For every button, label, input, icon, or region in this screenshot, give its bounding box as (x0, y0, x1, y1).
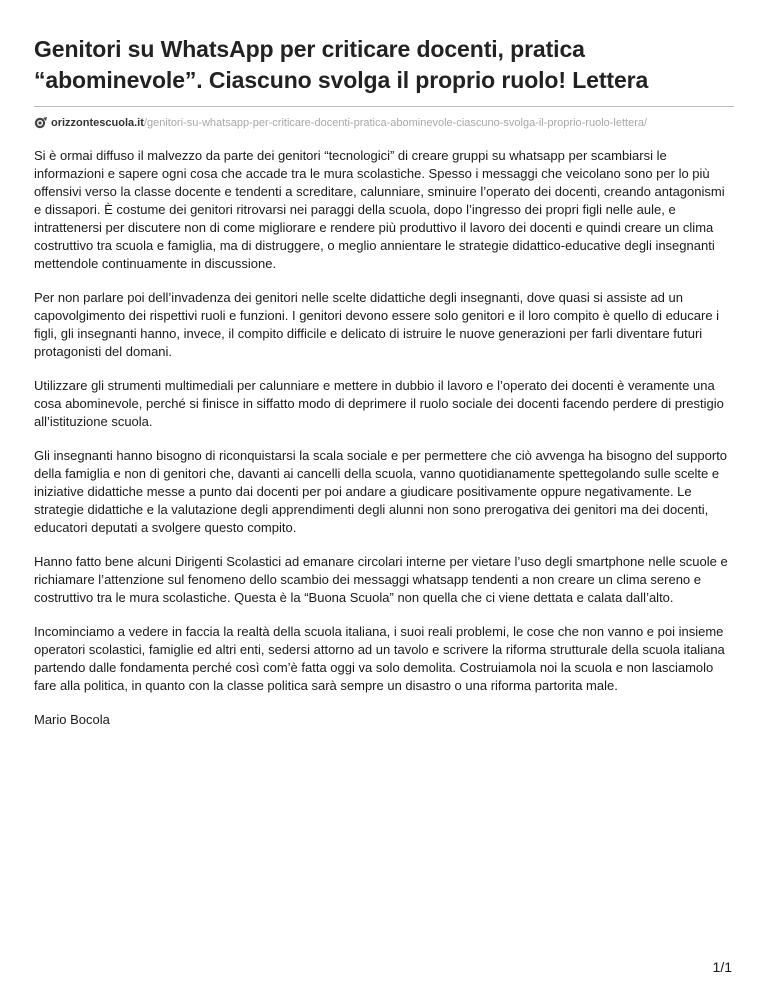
page-number: 1/1 (712, 959, 732, 975)
article-title: Genitori su WhatsApp per criticare docenti, pratica “abominevole”. Ciascuno svolga il proprio ruolo! Lettera (34, 36, 649, 93)
article-paragraph: Hanno fatto bene alcuni Dirigenti Scolastici ad emanare circolari interne per vietare l’uso degli smartphone nelle scuole e richiamare l’attenzione sul fenomeno dello scambio dei messaggi whatsapp tendenti a non creare un clima sereno e costruttivo tra le mura scolastiche. Questa è la “Buona Scuola” non quella che ci viene dettata e calata dall’alto. (34, 554, 728, 605)
article-author: Mario Bocola (34, 712, 110, 727)
article-paragraph: Incominciamo a vedere in faccia la realtà della scuola italiana, i suoi reali problemi, le cose che non vanno e poi insieme operatori scolastici, famiglie ed altri enti, sedersi attorno ad un tavolo e scrivere la riforma strutturale della scuola italiana partendo dalle fondamenta perché così com’è fatta oggi va solo demolita. Costruiamola noi la scuola e non lasciamolo fare alla politica, in quanto con la classe politica sarà sempre un disastro o una riforma partorita male. (34, 624, 725, 693)
source-path[interactable]: /genitori-su-whatsapp-per-criticare-docenti-pratica-abominevole-ciascuno-svolga-il-proprio-ruolo-lettera/ (143, 117, 648, 129)
article-body (34, 147, 734, 729)
article-paragraph: Utilizzare gli strumenti multimediali per calunniare e mettere in dubbio il lavoro e l’operato dei docenti è veramente una cosa abominevole, perché si finisce in siffatto modo di deprimere il ruolo sociale dei docenti facendo perdere di prestigio all’istituzione scuola. (34, 378, 724, 429)
article-paragraph: Per non parlare poi dell’invadenza dei genitori nelle scelte didattiche degli insegnanti, dove quasi si assiste ad un capovolgimento dei rispettivi ruoli e funzioni. I genitori devono essere solo genitori e il loro compito è quello di educare i figli, gli insegnanti hanno, invece, il compito difficile e delicato di istruire le nuove generazioni per farli diventare futuri protagonisti del domani. (34, 290, 720, 359)
site-favicon-icon (34, 116, 48, 130)
article-paragraph: Si è ormai diffuso il malvezzo da parte dei genitori “tecnologici” di creare gruppi su whatsapp per scambiarsi le informazioni e sapere ogni cosa che accade tra le mura scolastiche. Spesso i messaggi che veicolano sono per lo più offensivi verso la classe docente e tendenti a screditare, calunniare, sminuire l’operato dei docenti, creando antagonismi e dissapori. È costume dei genitori ritrovarsi nei paraggi della scuola, dopo l’ingresso dei propri figli nelle aule, e intrattenersi per discutere non di come migliorare e rendere più produttivo il lavoro dei docenti e quindi creare un clima costruttivo tra scuola e famiglia, ma di distruggere, o meglio annientare le strategie didattico-educative degli insegnanti mettendole continuamente in discussione. (34, 148, 725, 271)
source-url-line[interactable] (34, 115, 734, 131)
source-domain[interactable]: orizzontescuola.it (51, 117, 144, 129)
article-paragraph: Gli insegnanti hanno bisogno di riconquistarsi la scala sociale e per permettere che ciò avvenga ha bisogno del supporto della famiglia e non di genitori che, davanti ai cancelli della scuola, vanno quotidianamente spettegolando sulle scelte e iniziative didattiche messe a punto dai docenti per poi andare a giudicare positivamente oppure negativamente. Le strategie didattiche e la valutazione degli apprendimenti degli alunni non sono prerogativa dei genitori ma dei docenti, educatori deputati a svolgere questo compito. (34, 448, 728, 535)
document-page (34, 34, 734, 729)
title-divider (34, 106, 734, 107)
